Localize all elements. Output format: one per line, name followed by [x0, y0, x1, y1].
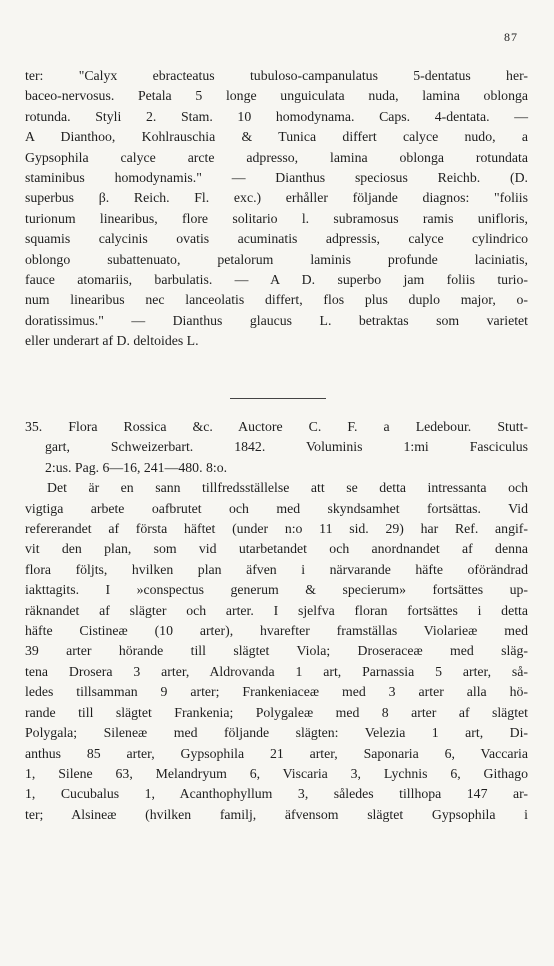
- text-line: A Dianthoo, Kohlrauschia & Tunica differt calyce nudo, a: [25, 129, 528, 145]
- text-line: rande till slägtet Frankenia; Polygaleæ med 8 arter af slägtet: [25, 704, 528, 720]
- text-line: anthus 85 arter, Gypsophila 21 arter, Saponaria 6, Vaccaria: [25, 745, 528, 761]
- entry-heading-line: 2:us. Pag. 6—16, 241—480. 8:o.: [45, 459, 228, 475]
- text-line: iakttagits. I »conspectus generum & specierum» fortsättes up-: [25, 582, 528, 598]
- section-divider: [230, 398, 326, 399]
- text-line: squamis calycinis ovatis acuminatis adpressis, calyce cylindrico: [25, 231, 528, 247]
- text-line: staminibus homodynamis." — Dianthus speciosus Reichb. (D.: [25, 170, 528, 186]
- text-line: ter; Alsineæ (hvilken familj, äfvensom slägtet Gypsophila i: [25, 806, 528, 822]
- entry-heading-line: 35. Flora Rossica &c. Auctore C. F. a Ledebour. Stutt-: [25, 419, 528, 434]
- text-line: refererandet af första häftet (under n:o 11 sid. 29) har Ref. angif-: [25, 521, 528, 537]
- text-line: vit den plan, som vid utarbetandet och anordnandet af denna: [25, 541, 528, 557]
- text-line: 1, Silene 63, Melandryum 6, Viscaria 3, Lychnis 6, Githago: [25, 765, 528, 781]
- text-line: Polygala; Sileneæ med följande slägten: Velezia 1 art, Di-: [25, 725, 528, 741]
- text-line: häfte Cistineæ (10 arter), hvarefter framställas Violarieæ med: [25, 623, 528, 639]
- entry-heading-line: gart, Schweizerbart. 1842. Voluminis 1:mi Fasciculus: [45, 439, 528, 455]
- paragraph-review-dianthus: [25, 66, 528, 352]
- text-line: räknandet af slägter och arter. I sjelfva floran fortsättes i detta: [25, 602, 528, 618]
- text-line: flora följts, hvilken plan äfven i närvarande häfte oförändrad: [25, 561, 528, 577]
- text-line: 1, Cucubalus 1, Acanthophyllum 3, således tillhopa 147 ar-: [25, 786, 528, 802]
- text-line: doratissimus." — Dianthus glaucus L. betraktas som varietet: [25, 312, 528, 328]
- text-line: superbus β. Reich. Fl. exc.) erhåller följande diagnos: "foliis: [25, 190, 528, 206]
- text-line: turionum linearibus, flore solitario l. subramosus ramis unifloris,: [25, 210, 528, 226]
- text-line: rotunda. Styli 2. Stam. 10 homodynama. Caps. 4-dentata. —: [25, 108, 528, 124]
- text-line: Gypsophila calyce arcte adpresso, lamina oblonga rotundata: [25, 149, 528, 165]
- text-line: ter: "Calyx ebracteatus tubuloso-campanulatus 5-dentatus her-: [25, 68, 528, 83]
- text-line: num linearibus nec lanceolatis differt, flos plus duplo major, o-: [25, 292, 528, 308]
- text-line: tena Drosera 3 arter, Aldrovanda 1 art, Parnassia 5 arter, så-: [25, 663, 528, 679]
- text-line: 39 arter hörande till slägtet Viola; Droseraceæ med släg-: [25, 643, 528, 659]
- entry-35-flora-rossica: [25, 417, 528, 825]
- text-line: Det är en sann tillfredsställelse att se detta intressanta och: [47, 480, 528, 496]
- text-line: baceo-nervosus. Petala 5 longe unguiculata nuda, lamina oblonga: [25, 88, 528, 104]
- text-line: eller underart af D. deltoides L.: [25, 333, 199, 349]
- text-line: ledes tillsamman 9 arter; Frankeniaceæ med 3 arter alla hö-: [25, 684, 528, 700]
- text-line: fauce atomariis, barbulatis. — A D. superbo jam foliis turio-: [25, 272, 528, 288]
- text-line: vigtiga arbete oafbrutet och med skyndsamhet fortsättas. Vid: [25, 500, 528, 516]
- page-number: 87: [504, 30, 518, 44]
- text-line: oblongo subattenuato, petalorum laminis profunde laciniatis,: [25, 251, 528, 267]
